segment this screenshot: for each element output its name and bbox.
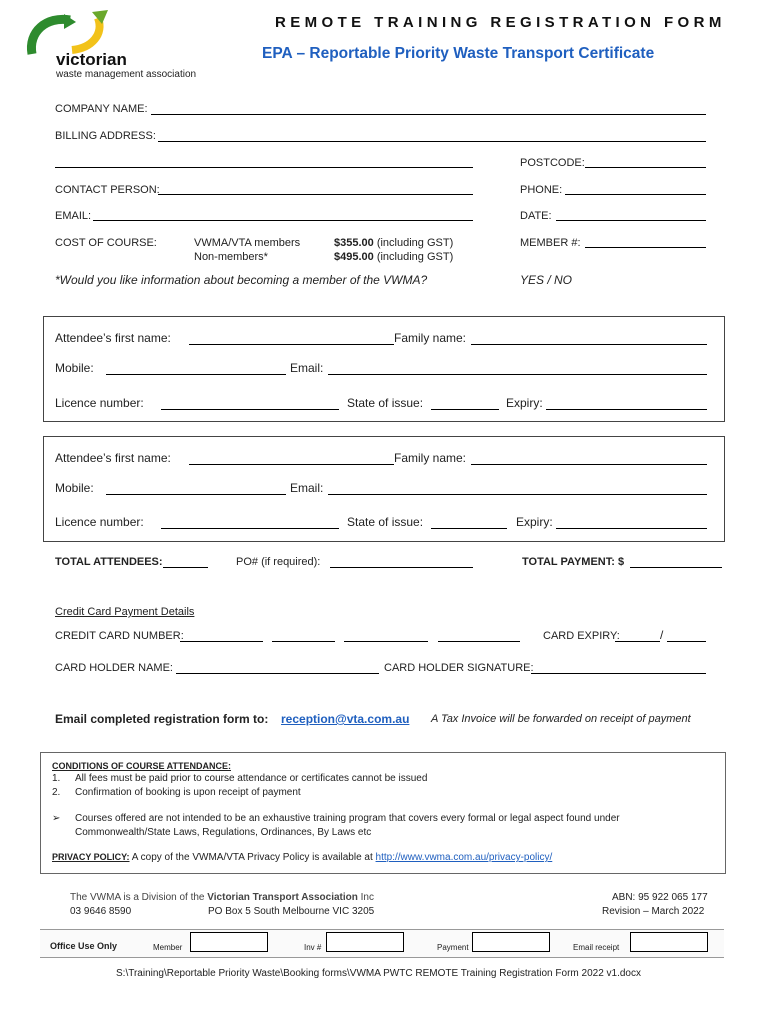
members-price	[334, 237, 453, 249]
attendee-email-label: Email:	[290, 361, 324, 375]
po-label: PO# (if required):	[236, 556, 321, 568]
logo-name: victorian	[56, 50, 127, 69]
office-member-label: Member	[153, 943, 183, 952]
privacy-link[interactable]: http://www.vwma.com.au/privacy-policy/	[375, 852, 553, 863]
attendee-mobile-field[interactable]	[106, 494, 286, 495]
card-expiry-month[interactable]	[615, 641, 660, 642]
footer-address: PO Box 5 South Melbourne VIC 3205	[208, 906, 375, 917]
attendee-mobile-label: Mobile:	[55, 361, 94, 375]
members-gst: (including GST)	[373, 237, 454, 249]
footer-division-pre: The VWMA is a Division of the	[70, 892, 208, 903]
card-number-field-2[interactable]	[272, 641, 335, 642]
logo	[22, 10, 232, 82]
condition-text: Confirmation of booking is upon receipt of payment	[75, 787, 301, 798]
attendee-email-field[interactable]	[328, 494, 707, 495]
total-payment-label: TOTAL PAYMENT: $	[522, 556, 625, 568]
company-name-field[interactable]	[151, 114, 706, 115]
privacy-label: PRIVACY POLICY:	[52, 852, 130, 862]
condition-number: 1.	[52, 773, 61, 784]
office-inv-field[interactable]	[326, 932, 404, 952]
disclaimer-line-1: Courses offered are not intended to be an exhaustive training program that covers every formal or legal aspect found under	[75, 813, 620, 824]
submit-instruction: Email completed registration form to:	[55, 712, 269, 726]
cost-label: COST OF COURSE:	[55, 237, 157, 249]
bullet-arrow-icon: ➢	[52, 813, 61, 824]
membership-yes-no[interactable]: YES / NO	[520, 273, 573, 287]
email-label: EMAIL:	[55, 210, 92, 222]
office-member-field[interactable]	[190, 932, 268, 952]
total-attendees-field[interactable]	[163, 567, 208, 568]
member-number-field[interactable]	[585, 247, 706, 248]
form-title: REMOTE TRAINING REGISTRATION FORM	[275, 14, 726, 31]
card-holder-signature-field[interactable]	[531, 673, 706, 674]
tax-invoice-note: A Tax Invoice will be forwarded on receipt of payment	[431, 713, 691, 725]
contact-person-label: CONTACT PERSON:	[55, 184, 160, 196]
office-use-label: Office Use Only	[50, 941, 118, 951]
contact-person-field[interactable]	[158, 194, 473, 195]
phone-field[interactable]	[565, 194, 706, 195]
card-expiry-separator: /	[660, 628, 664, 642]
postcode-field[interactable]	[585, 167, 706, 168]
attendee-licence-field[interactable]	[161, 528, 339, 529]
members-label: VWMA/VTA members	[194, 237, 301, 249]
attendee-email-field[interactable]	[328, 374, 707, 375]
card-number-field-1[interactable]	[180, 641, 263, 642]
attendee-mobile-label: Mobile:	[55, 481, 94, 495]
attendee-expiry-label: Expiry:	[516, 515, 553, 529]
card-number-label: CREDIT CARD NUMBER:	[55, 630, 184, 642]
footer-division	[70, 892, 374, 903]
privacy-text: A copy of the VWMA/VTA Privacy Policy is available at	[129, 852, 376, 863]
total-attendees-label: TOTAL ATTENDEES:	[55, 556, 163, 568]
attendee-email-label: Email:	[290, 481, 324, 495]
logo-subname: waste management association	[56, 69, 197, 80]
nonmembers-price-value: $495.00	[334, 251, 374, 263]
attendee-state-field[interactable]	[431, 528, 507, 529]
footer-division-bold: Victorian Transport Association	[207, 892, 358, 903]
attendee-first-name-label: Attendee’s first name:	[55, 451, 171, 465]
office-email-receipt-label: Email receipt	[573, 943, 620, 952]
membership-question: *Would you like information about becoming a member of the VWMA?	[55, 273, 428, 287]
footer-abn: ABN: 95 922 065 177	[612, 892, 708, 903]
attendee-first-name-field[interactable]	[189, 344, 394, 345]
attendee-state-field[interactable]	[431, 409, 499, 410]
footer-division-post: Inc	[357, 892, 374, 903]
attendee-licence-field[interactable]	[161, 409, 339, 410]
nonmembers-gst: (including GST)	[373, 251, 454, 263]
conditions-heading: CONDITIONS OF COURSE ATTENDANCE:	[52, 761, 231, 771]
office-payment-field[interactable]	[472, 932, 550, 952]
card-expiry-label: CARD EXPIRY:	[543, 630, 620, 642]
members-price-value: $355.00	[334, 237, 374, 249]
attendee-state-label: State of issue:	[347, 396, 424, 410]
date-field[interactable]	[556, 220, 706, 221]
card-expiry-year[interactable]	[667, 641, 706, 642]
attendee-state-label: State of issue:	[347, 515, 424, 529]
document-path: S:\Training\Reportable Priority Waste\Booking forms\VWMA PWTC REMOTE Training Registration Form 2022 v1.docx	[116, 968, 641, 979]
nonmembers-label: Non-members*	[194, 251, 268, 263]
condition-item	[52, 787, 301, 798]
po-field[interactable]	[330, 567, 473, 568]
condition-text: All fees must be paid prior to course attendance or certificates cannot be issued	[75, 773, 428, 784]
attendee-licence-label: Licence number:	[55, 515, 144, 529]
office-email-receipt-field[interactable]	[630, 932, 708, 952]
office-use-strip	[40, 929, 724, 958]
condition-number: 2.	[52, 787, 61, 798]
billing-address-field[interactable]	[158, 141, 706, 142]
attendee-expiry-field[interactable]	[546, 409, 707, 410]
office-payment-label: Payment	[437, 943, 469, 952]
attendee-first-name-label: Attendee’s first name:	[55, 331, 171, 345]
conditions-box	[40, 752, 726, 874]
email-field[interactable]	[93, 220, 473, 221]
disclaimer-line-2: Commonwealth/State Laws, Regulations, Ordinances, By Laws etc	[75, 827, 372, 838]
attendee-family-name-label: Family name:	[394, 451, 467, 465]
nonmembers-price	[334, 251, 453, 263]
condition-item	[52, 773, 428, 784]
attendee-box-2	[43, 436, 725, 542]
payment-heading: Credit Card Payment Details	[55, 606, 195, 618]
card-holder-signature-label: CARD HOLDER SIGNATURE:	[384, 662, 534, 674]
privacy-policy	[52, 852, 552, 863]
attendee-box-1	[43, 316, 725, 422]
office-inv-label: Inv #	[304, 943, 322, 952]
footer-revision: Revision – March 2022	[602, 906, 705, 917]
attendee-first-name-field[interactable]	[189, 464, 394, 465]
company-name-label: COMPANY NAME:	[55, 103, 148, 115]
attendee-family-name-label: Family name:	[394, 331, 467, 345]
card-number-field-4[interactable]	[438, 641, 520, 642]
footer-phone: 03 9646 8590	[70, 906, 132, 917]
attendee-licence-label: Licence number:	[55, 396, 144, 410]
attendee-family-name-field[interactable]	[471, 464, 707, 465]
phone-label: PHONE:	[520, 184, 563, 196]
postcode-label: POSTCODE:	[520, 157, 585, 169]
attendee-family-name-field[interactable]	[471, 344, 707, 345]
attendee-expiry-label: Expiry:	[506, 396, 543, 410]
card-holder-name-label: CARD HOLDER NAME:	[55, 662, 173, 674]
attendee-expiry-field[interactable]	[556, 528, 707, 529]
card-holder-name-field[interactable]	[176, 673, 379, 674]
billing-address-field-2[interactable]	[55, 167, 473, 168]
billing-address-label: BILLING ADDRESS:	[55, 130, 156, 142]
attendee-mobile-field[interactable]	[106, 374, 286, 375]
submit-email-link[interactable]: reception@vta.com.au	[281, 712, 410, 726]
total-payment-field[interactable]	[630, 567, 722, 568]
member-number-label: MEMBER #:	[520, 237, 581, 249]
form-subtitle: EPA – Reportable Priority Waste Transport Certificate	[262, 45, 655, 62]
date-label: DATE:	[520, 210, 552, 222]
card-number-field-3[interactable]	[344, 641, 428, 642]
